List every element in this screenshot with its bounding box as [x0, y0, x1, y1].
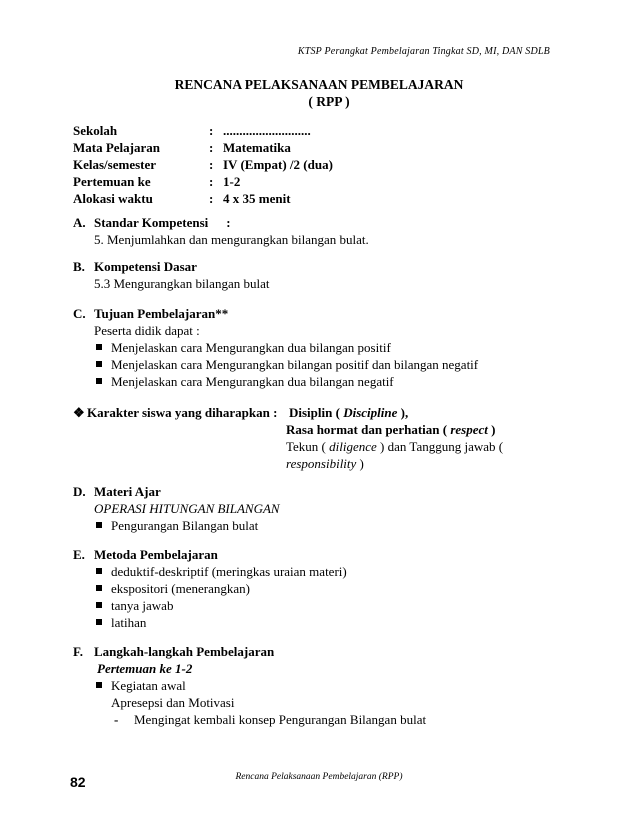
section-d-subtitle: OPERASI HITUNGAN BILANGAN	[94, 501, 280, 516]
document-subtitle: ( RPP )	[308, 94, 350, 109]
section-d-heading	[73, 483, 161, 500]
karakter-line-4: responsibility )	[286, 456, 364, 471]
karakter-line-1: Disiplin ( Discipline ),	[289, 405, 409, 420]
list-item-text: Menjelaskan cara Mengurangkan bilangan positif dan bilangan negatif	[111, 357, 479, 372]
identity-sep: :	[209, 174, 214, 189]
list-item-text: latihan	[111, 615, 147, 630]
square-bullet-icon	[96, 682, 102, 688]
section-f-heading	[73, 643, 274, 660]
identity-value: Matematika	[223, 140, 291, 155]
section-title: Kompetensi Dasar	[94, 259, 197, 274]
section-letter: E.	[73, 547, 85, 562]
square-bullet-icon	[96, 602, 102, 608]
square-bullet-icon	[96, 522, 102, 528]
section-letter: A.	[73, 215, 86, 230]
karakter-heading	[73, 404, 277, 421]
identity-key: Mata Pelajaran	[73, 140, 161, 155]
list-item-text: Kegiatan awal	[111, 678, 186, 693]
dash-bullet: -	[114, 712, 119, 727]
diamond-bullet-icon: ❖	[73, 405, 85, 420]
list-item-text: Menjelaskan cara Mengurangkan dua bilangan negatif	[111, 374, 394, 389]
list-item	[96, 563, 347, 580]
section-b-item: 5.3 Mengurangkan bilangan bulat	[94, 276, 270, 291]
section-letter: F.	[73, 644, 83, 659]
list-item-text: Menjelaskan cara Mengurangkan dua bilangan positif	[111, 340, 391, 355]
list-item	[96, 339, 391, 356]
dash-item	[114, 711, 426, 728]
section-letter: B.	[73, 259, 85, 274]
list-item-text: tanya jawab	[111, 598, 174, 613]
section-a-heading	[73, 214, 231, 231]
identity-value: ...........................	[223, 123, 311, 138]
section-c-heading	[73, 305, 228, 322]
square-bullet-icon	[96, 361, 102, 367]
identity-key: Sekolah	[73, 123, 118, 138]
list-item	[96, 677, 186, 694]
section-c-intro: Peserta didik dapat :	[94, 323, 200, 338]
list-item	[96, 517, 258, 534]
section-f-sub: Apresepsi dan Motivasi	[111, 695, 235, 710]
section-b-heading	[73, 258, 197, 275]
page-number: 82	[70, 774, 86, 790]
section-title: Tujuan Pembelajaran**	[94, 306, 229, 321]
section-e-heading	[73, 546, 218, 563]
section-title: Standar Kompetensi	[94, 215, 209, 230]
section-title: Materi Ajar	[94, 484, 161, 499]
list-item	[96, 614, 146, 631]
karakter-line-2: Rasa hormat dan perhatian ( respect )	[286, 422, 496, 437]
list-item	[96, 356, 478, 373]
document-title: RENCANA PELAKSANAAN PEMBELAJARAN	[174, 77, 464, 92]
section-f-subtitle: Pertemuan ke 1-2	[97, 661, 193, 676]
dash-item-text: Mengingat kembali konsep Pengurangan Bilangan bulat	[134, 712, 427, 727]
footer-text: Rencana Pelaksanaan Pembelajaran (RPP)	[235, 772, 403, 782]
list-item	[96, 373, 394, 390]
square-bullet-icon	[96, 378, 102, 384]
section-title: Langkah-langkah Pembelajaran	[94, 644, 275, 659]
identity-sep: :	[209, 140, 214, 155]
list-item-text: Pengurangan Bilangan bulat	[111, 518, 259, 533]
identity-key: Pertemuan ke	[73, 174, 151, 189]
identity-value: IV (Empat) /2 (dua)	[223, 157, 333, 172]
identity-key: Alokasi waktu	[73, 191, 153, 206]
identity-value: 1-2	[223, 174, 241, 189]
list-item-text: ekspositori (menerangkan)	[111, 581, 250, 596]
square-bullet-icon	[96, 585, 102, 591]
karakter-label: Karakter siswa yang diharapkan :	[87, 405, 278, 420]
identity-sep: :	[209, 191, 214, 206]
square-bullet-icon	[96, 344, 102, 350]
running-header: KTSP Perangkat Pembelajaran Tingkat SD, MI, DAN SDLB	[297, 46, 550, 57]
list-item	[96, 580, 250, 597]
square-bullet-icon	[96, 619, 102, 625]
identity-value: 4 x 35 menit	[223, 191, 291, 206]
identity-key: Kelas/semester	[73, 157, 157, 172]
section-a-item: 5. Menjumlahkan dan mengurangkan bilangan bulat.	[94, 232, 369, 247]
section-colon: :	[226, 215, 231, 230]
identity-sep: :	[209, 123, 214, 138]
section-letter: D.	[73, 484, 86, 499]
karakter-line-3: Tekun ( diligence ) dan Tanggung jawab (	[286, 439, 504, 454]
list-item-text: deduktif-deskriptif (meringkas uraian materi)	[111, 564, 347, 579]
identity-sep: :	[209, 157, 214, 172]
section-title: Metoda Pembelajaran	[94, 547, 218, 562]
square-bullet-icon	[96, 568, 102, 574]
list-item	[96, 597, 173, 614]
section-letter: C.	[73, 306, 86, 321]
